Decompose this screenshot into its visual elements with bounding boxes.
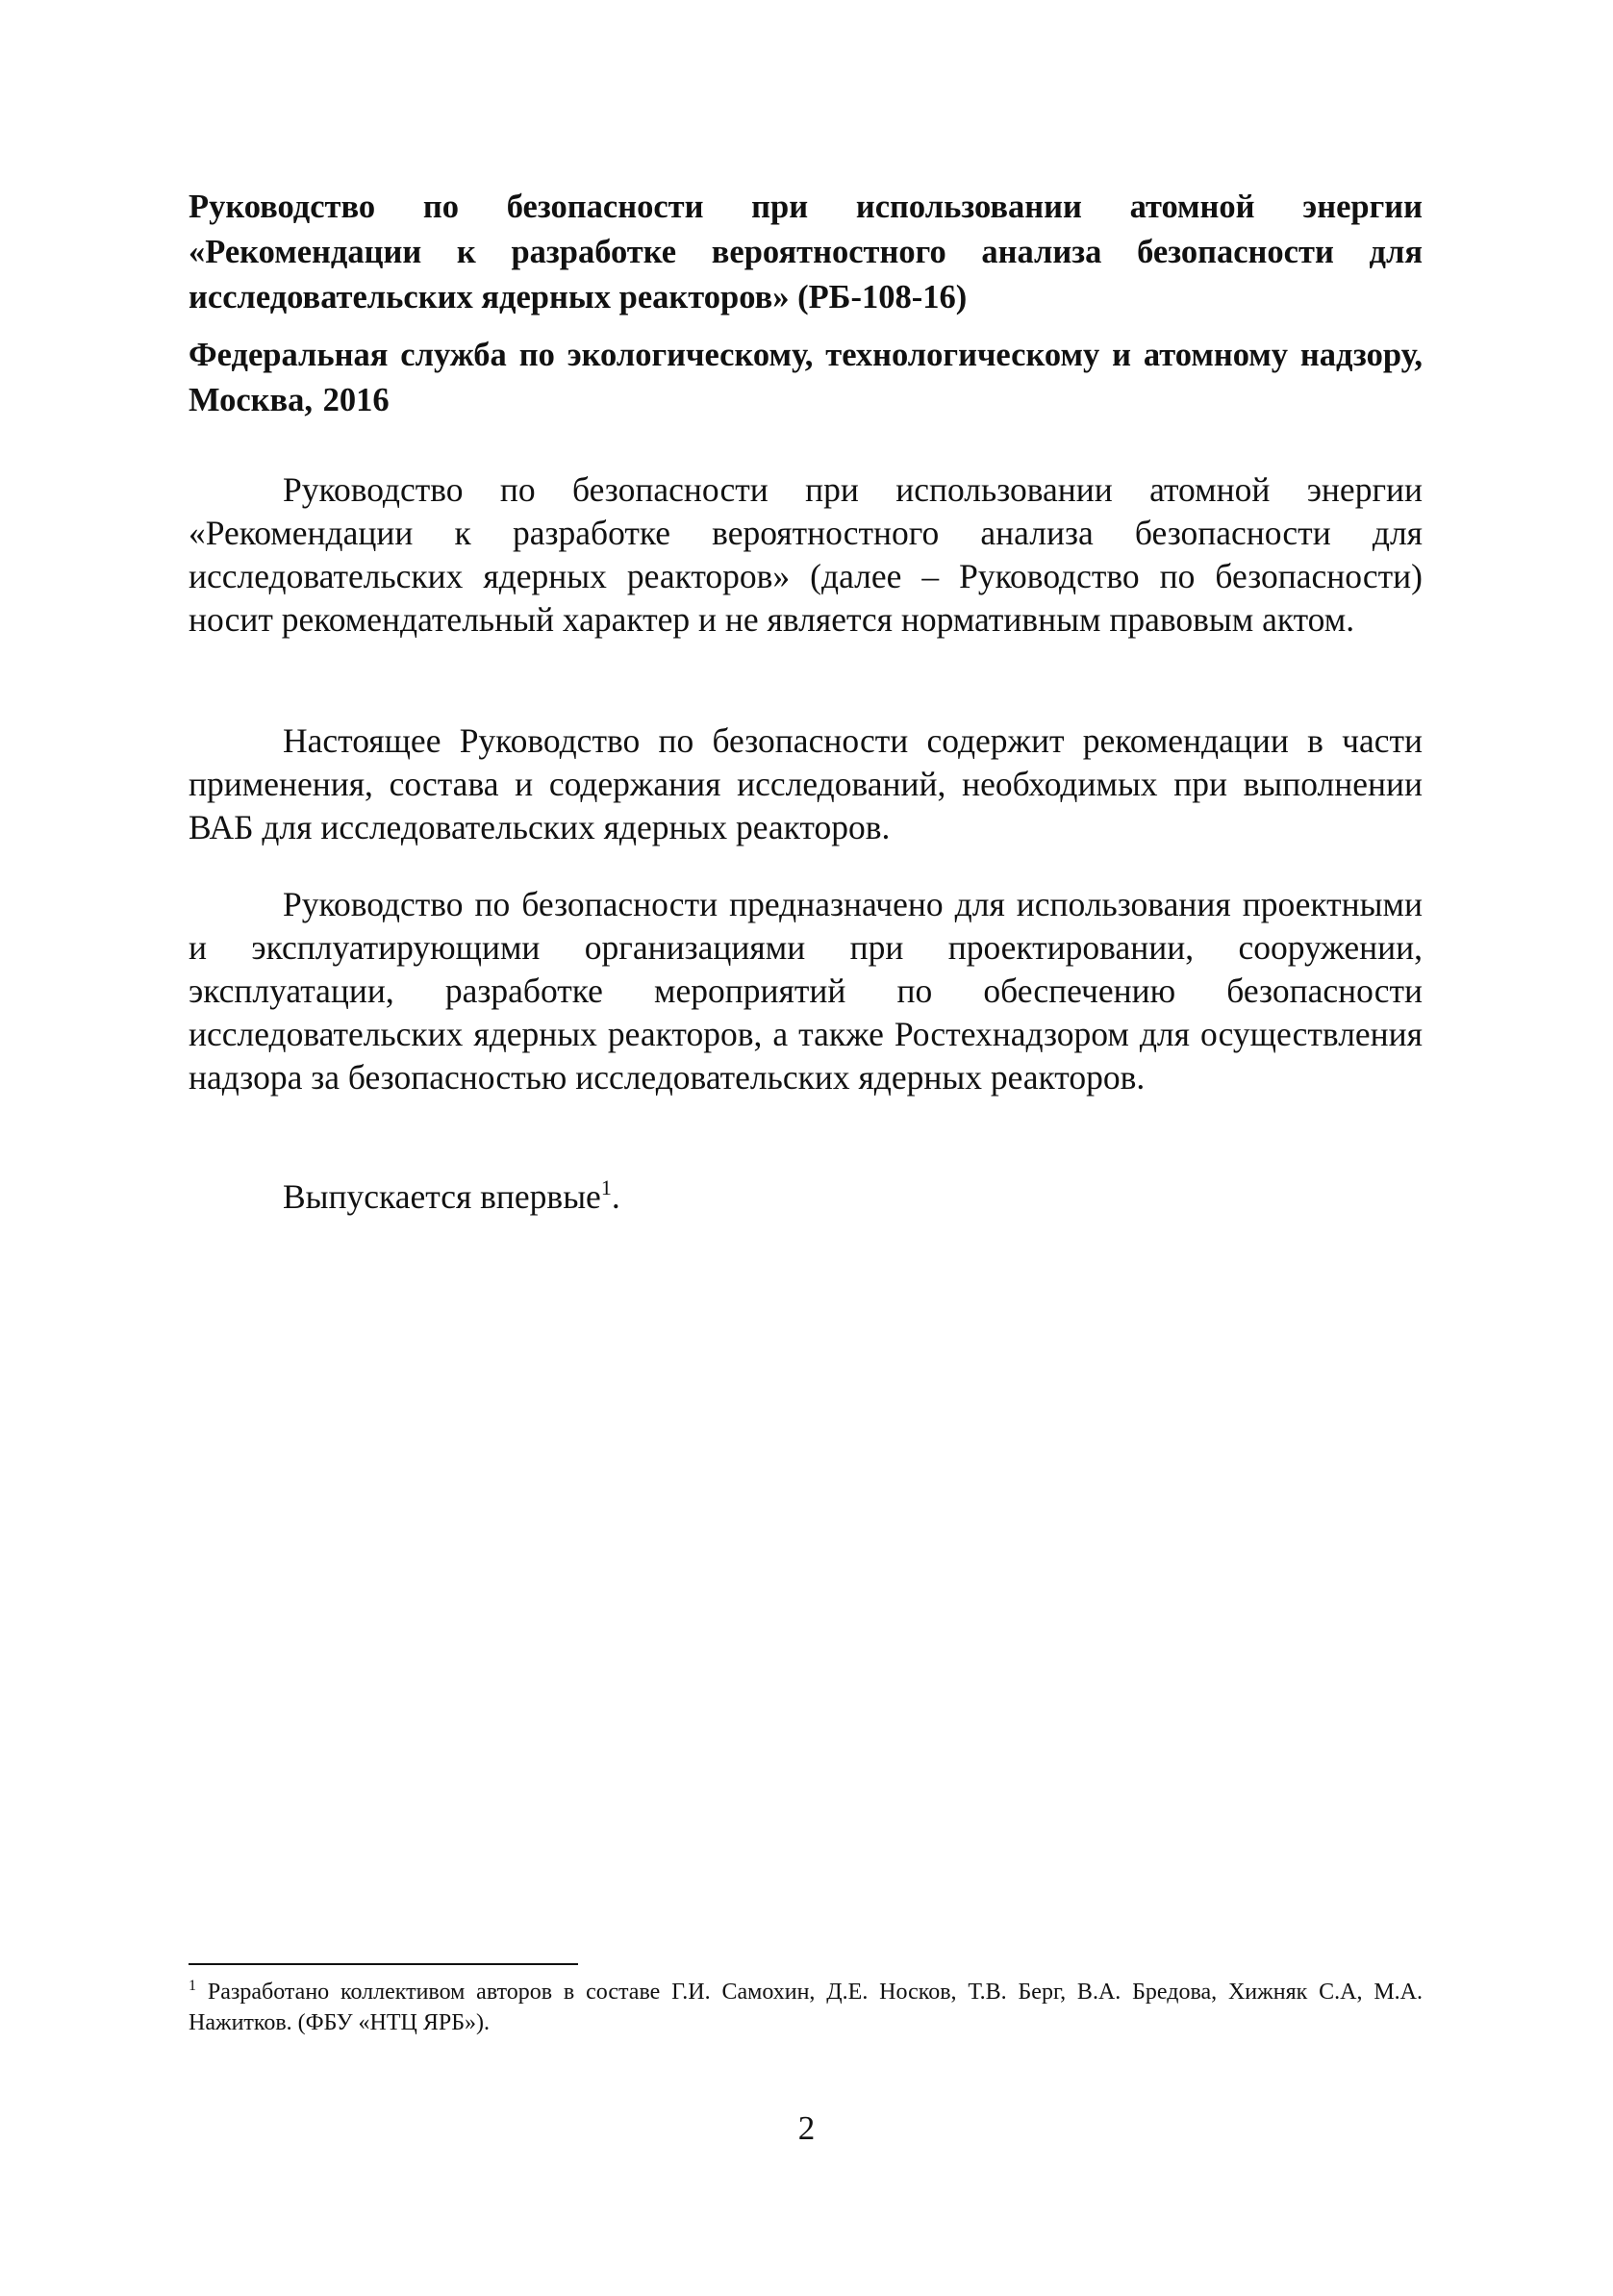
document-publisher: Федеральная служба по экологическому, технологическому и атомному надзору, Москва, 2016 <box>189 337 1423 418</box>
paragraph-first-issue <box>189 1175 1423 1219</box>
paragraph-purpose: Руководство по безопасности предназначено для использования проектными и эксплуатирующими организациями при проектировании, сооружении, эксплуатации, разработке мероприятий по обеспечению безопасности исследовательских ядерных реакторов, а также Ростехнадзором для осуществления надзора за безопасностью исследовательских ядерных реакторов. <box>189 885 1423 1097</box>
first-issue-text: Выпускается впервые <box>283 1177 601 1216</box>
footnote-mark: 1 <box>189 1978 196 1994</box>
paragraph-status: Руководство по безопасности при использовании атомной энергии «Рекомендации к разработке вероятностного анализа безопасности для исследовательских ядерных реакторов» (далее – Руководство по безопасности) носит рекомендательный характер и не является нормативным правовым актом. <box>189 470 1423 639</box>
paragraph-contents: Настоящее Руководство по безопасности содержит рекомендации в части применения, состава и содержания исследований, необходимых при выполнении ВАБ для исследовательских ядерных реакторов. <box>189 721 1423 846</box>
footnote <box>189 1977 1423 2038</box>
page-number: 2 <box>797 2109 816 2147</box>
footnote-reference[interactable]: 1 <box>600 1175 612 1199</box>
footnote-separator <box>189 1963 578 1965</box>
footnote-text: Разработано коллективом авторов в составе Г.И. Самохин, Д.Е. Носков, Т.В. Берг, В.А. Бредова, Хижняк С.А, М.А. Нажитков. (ФБУ «НТЦ ЯРБ»). <box>189 1980 1423 2035</box>
first-issue-period: . <box>611 1177 620 1216</box>
document-title: Руководство по безопасности при использовании атомной энергии «Рекомендации к разработке вероятностного анализа безопасности для исследовательских ядерных реакторов» (РБ-108-16) <box>189 189 1423 315</box>
